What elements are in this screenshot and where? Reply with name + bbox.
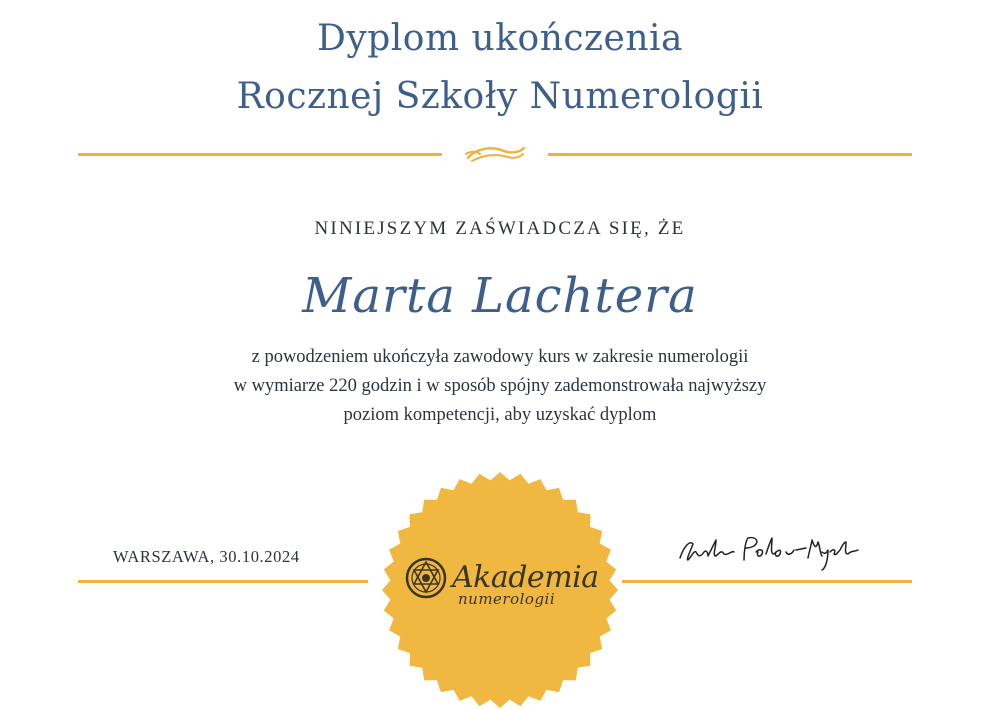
body-line-1: z powodzeniem ukończyła zawodowy kurs w zakresie numerologii: [251, 347, 749, 367]
seal-brand-numerologii: numerologii: [458, 590, 556, 608]
top-divider-right: [548, 153, 912, 156]
diploma-title-line2: Rocznej Szkoły Numerologii: [236, 76, 764, 117]
recipient-name: Marta Lachtera: [302, 268, 698, 324]
place-date: WARSZAWA, 30.10.2024: [113, 547, 300, 566]
body-line-2: w wymiarze 220 godzin i w sposób spójny zademonstrowała najwyższy: [233, 376, 767, 396]
certify-text: NINIEJSZYM ZAŚWIADCZA SIĘ, ŻE: [314, 218, 686, 239]
body-line-3: poziom kompetencji, aby uzyskać dyplom: [343, 405, 657, 425]
date-underline: [78, 580, 368, 583]
signature-underline: [622, 580, 912, 583]
seal-brand-akademia: Akademia: [452, 560, 599, 595]
handwritten-signature: [676, 530, 866, 574]
numerology-emblem-icon: [404, 556, 448, 600]
diploma-title-line1: Dyplom ukończenia: [317, 18, 683, 59]
swirl-ornament-icon: [462, 142, 528, 166]
diploma-body: [150, 343, 850, 430]
top-divider-left: [78, 153, 442, 156]
